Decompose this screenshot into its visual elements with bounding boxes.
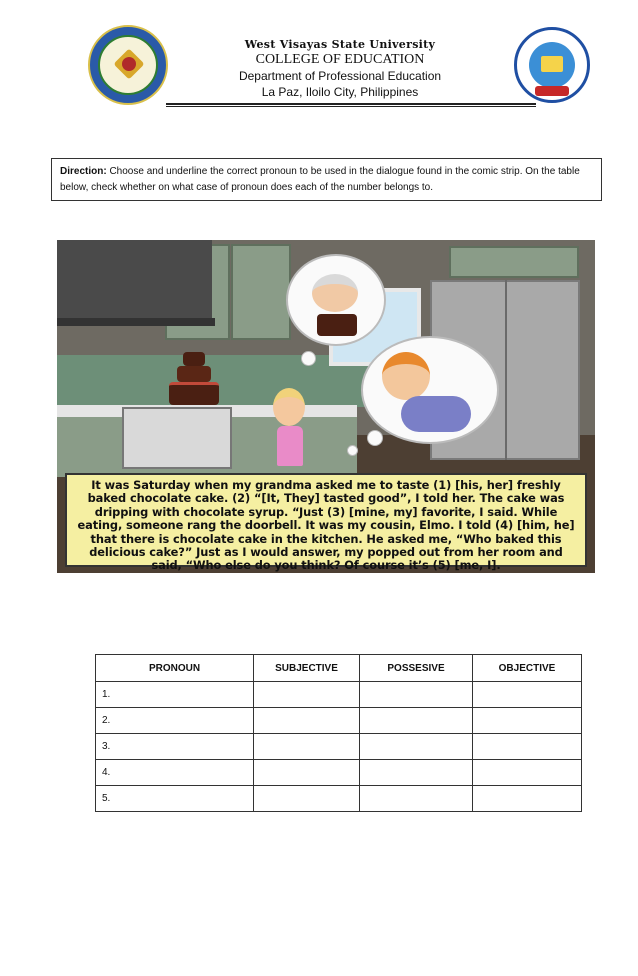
- row-number: 1.: [96, 682, 254, 708]
- row-number: 2.: [96, 708, 254, 734]
- comic-strip: [57, 240, 595, 573]
- cake-middle-tier: [177, 366, 211, 382]
- possesive-cell[interactable]: [360, 786, 473, 812]
- table-row: [96, 682, 582, 708]
- col-objective: OBJECTIVE: [473, 655, 582, 682]
- table-header-row: [96, 655, 582, 682]
- range-hood-edge: [57, 318, 215, 326]
- subjective-cell[interactable]: [254, 682, 360, 708]
- possesive-cell[interactable]: [360, 734, 473, 760]
- cake-top-tier: [183, 352, 205, 366]
- university-name: West Visayas State University: [244, 38, 436, 51]
- girl-apron: [277, 426, 303, 466]
- table-row: [96, 786, 582, 812]
- university-seal: [88, 25, 168, 105]
- pronoun-case-table: [95, 654, 582, 812]
- table-row: [96, 760, 582, 786]
- thought-dot: [301, 351, 316, 366]
- possesive-cell[interactable]: [360, 708, 473, 734]
- range-hood: [57, 240, 212, 318]
- direction-label: Direction:: [60, 166, 107, 177]
- girl-character: [273, 388, 305, 426]
- objective-cell[interactable]: [473, 734, 582, 760]
- upper-cabinet-middle: [231, 244, 291, 340]
- header-rule-thin: [166, 106, 536, 107]
- elmo-character: [382, 352, 430, 400]
- thought-dot: [367, 430, 383, 446]
- possesive-cell[interactable]: [360, 682, 473, 708]
- objective-cell[interactable]: [473, 760, 582, 786]
- address: La Paz, Iloilo City, Philippines: [261, 85, 419, 99]
- objective-cell[interactable]: [473, 682, 582, 708]
- department-name: Department of Professional Education: [238, 69, 442, 83]
- subjective-cell[interactable]: [254, 760, 360, 786]
- col-possesive: POSSESIVE: [360, 655, 473, 682]
- college-name: COLLEGE OF EDUCATION: [255, 52, 425, 67]
- objective-cell[interactable]: [473, 786, 582, 812]
- thought-dot: [347, 445, 358, 456]
- book-icon: [541, 56, 563, 72]
- objective-cell[interactable]: [473, 708, 582, 734]
- table-row: [96, 708, 582, 734]
- thought-cake: [317, 314, 357, 336]
- refrigerator-door-split: [505, 280, 507, 460]
- grandma-character: [312, 274, 358, 312]
- college-seal-banner: [535, 86, 569, 96]
- upper-cabinet-right: [449, 246, 579, 278]
- elmo-body: [401, 396, 471, 432]
- cake-bottom-tier: [169, 382, 219, 405]
- direction-box: [51, 158, 602, 201]
- subjective-cell[interactable]: [254, 708, 360, 734]
- col-subjective: SUBJECTIVE: [254, 655, 360, 682]
- stove: [122, 407, 232, 469]
- row-number: 5.: [96, 786, 254, 812]
- subjective-cell[interactable]: [254, 734, 360, 760]
- header-rule: [166, 103, 536, 105]
- possesive-cell[interactable]: [360, 760, 473, 786]
- seal-torch: [122, 57, 136, 71]
- chocolate-cake: [169, 352, 219, 404]
- col-pronoun: PRONOUN: [96, 655, 254, 682]
- table-row: [96, 734, 582, 760]
- row-number: 4.: [96, 760, 254, 786]
- subjective-cell[interactable]: [254, 786, 360, 812]
- row-number: 3.: [96, 734, 254, 760]
- college-seal: [514, 27, 590, 103]
- comic-dialogue: It was Saturday when my grandma asked me to taste (1) [his, her] freshly baked chocolate cake. (2) “[It, They] tasted good”, I told her. The cake was dripping with chocolate syrup. “Just (3) [mine, my] favorite, I said. While eating, someone rang the doorbell. It was my cousin, Elmo. I told (4) [him, he] that there is chocolate cake in the kitchen. He asked me, “Who baked this delicious cake?” Just as I would answer, my popped out from her room and said, “Who else do you think? Of course it’s (5) [me, I].: [65, 473, 587, 567]
- direction-text: Choose and underline the correct pronoun to be used in the dialogue found in the comic strip. On the table below, check whether on what case of pronoun does each of the number belongs to.: [60, 166, 580, 193]
